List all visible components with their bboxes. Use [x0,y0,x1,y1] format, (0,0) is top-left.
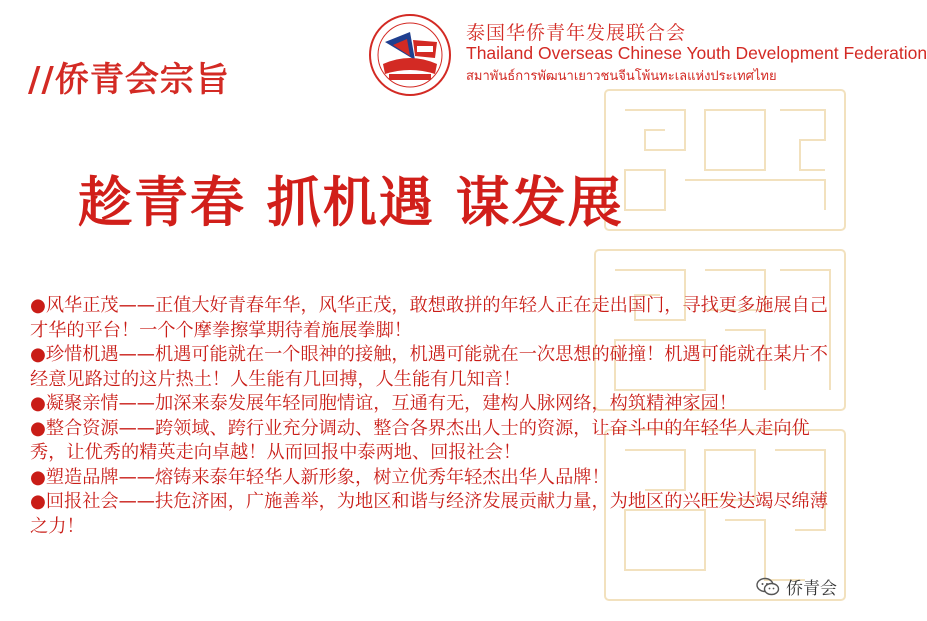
account-name: 侨青会 [786,579,837,599]
tenet-item: ●风华正茂——正值大好青春年华，风华正茂，敢想敢拼的年轻人正在走出国门，寻找更多施展自己才华的平台！一个个摩拳擦掌期待着施展拳脚！ [30,295,828,341]
section-title: //侨青会宗旨 [28,60,230,100]
tenet-item: ●珍惜机遇——机遇可能就在一个眼神的接触，机遇可能就在一次思想的碰撞！机遇可能就在某片不经意见路过的这片热土！人生能有几回搏，人生能有几知音！ [30,344,828,390]
org-name-thai: สมาพันธ์การพัฒนาเยาวชนจีนโพ้นทะเลแห่งประเทศไทย [466,69,777,84]
tenets-list [30,294,838,539]
org-name-english: Thailand Overseas Chinese Youth Development Federation [466,43,927,63]
tenet-item: ●凝聚亲情——加深来泰发展年轻同胞情谊，互通有无，建构人脉网络，构筑精神家园！ [30,393,737,414]
tenet-item: ●回报社会——扶危济困，广施善举，为地区和谐与经济发展贡献力量，为地区的兴旺发达竭尽绵薄之力！ [30,491,828,537]
org-name-chinese: 泰国华侨青年发展联合会 [466,22,687,44]
federation-logo [365,12,455,98]
tenet-item: ●塑造品牌——熔铸来泰年轻华人新形象，树立优秀年轻杰出华人品牌！ [30,466,610,488]
wechat-icon [756,577,780,597]
headline-slogan: 趁青春 抓机遇 谋发展 [78,171,624,234]
wechat-account-badge [756,574,837,599]
tenet-item: ●整合资源——跨领域、跨行业充分调动、整合各界杰出人士的资源，让奋斗中的年轻华人走向优秀，让优秀的精英走向卓越！从而回报中泰两地、回报社会！ [30,417,810,463]
